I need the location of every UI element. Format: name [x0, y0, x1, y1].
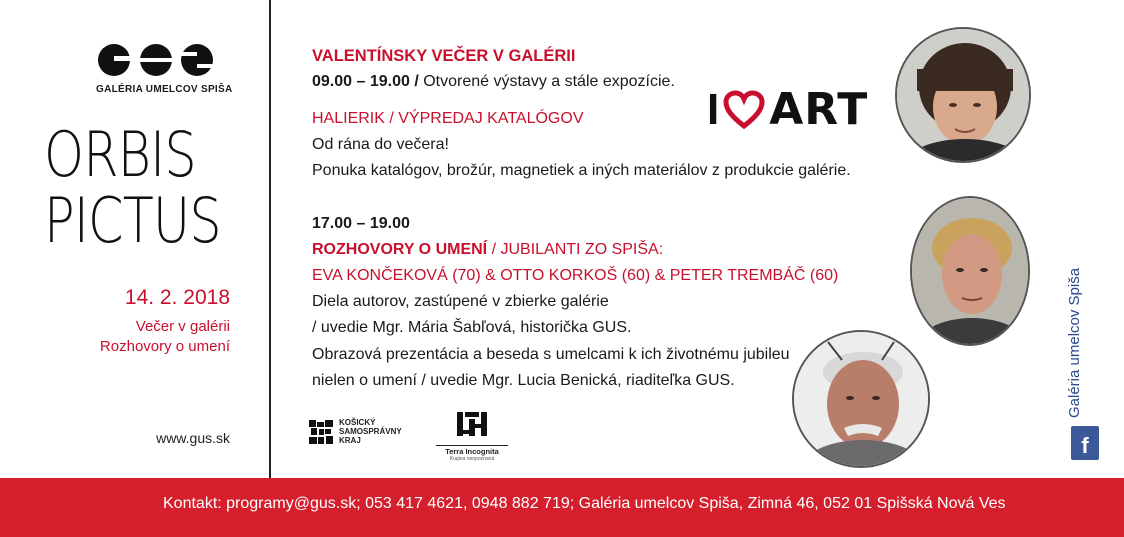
- program-time-1: 09.00 – 19.00: [312, 73, 410, 90]
- artist-photo-eva-koncekova: [895, 27, 1031, 163]
- terra-subtitle: Krajina neopoznaná: [449, 456, 495, 462]
- exhibition-title: [44, 118, 244, 257]
- title-line-2: PICTUS: [44, 184, 221, 257]
- talks-heading: ROZHOVORY O UMENÍ: [312, 241, 488, 258]
- description-line-2: / uvedie Mgr. Mária Šabľová, historička GUS.: [312, 319, 632, 336]
- halierik-heading: HALIERIK / VÝPREDAJ KATALÓGOV: [312, 110, 584, 127]
- description-line-1: Diela autorov, zastúpené v zbierke galérie: [312, 293, 609, 310]
- left-column: [0, 0, 270, 478]
- facebook-page-label[interactable]: Galéria umelcov Spiša: [1066, 267, 1083, 418]
- i-love-art-logo: [707, 84, 869, 135]
- title-line-1: ORBIS: [44, 118, 196, 191]
- footer-bar: [0, 478, 1124, 537]
- ksk-emblem-icon: [309, 420, 333, 444]
- i-love-art-i: I: [707, 85, 720, 134]
- talks-heading-line: [312, 240, 663, 260]
- terra-emblem-icon: [455, 410, 489, 438]
- program-time-1-separator: /: [409, 73, 424, 90]
- website-link[interactable]: www.gus.sk: [156, 430, 230, 446]
- halierik-line-1: Od rána do večera!: [312, 136, 449, 153]
- terra-name: Terra Incognita: [436, 445, 508, 456]
- footer-contact: Kontakt: programy@gus.sk; 053 417 4621, 0948 882 719; Galéria umelcov Spiša, Zimná 46, 052 01 Spišská Nová Ves: [163, 495, 1006, 512]
- i-love-art-word: ART: [769, 84, 869, 135]
- program-time-1-desc: Otvorené výstavy a stále expozície.: [423, 73, 675, 90]
- event-date: 14. 2. 2018: [124, 286, 230, 309]
- program-time-1-line: [312, 72, 675, 92]
- talks-subheading: / JUBILANTI ZO SPIŠA:: [487, 241, 664, 258]
- heart-icon: [723, 90, 765, 130]
- description-line-4: nielen o umení / uvedie Mgr. Lucia Benická, riaditeľka GUS.: [312, 372, 735, 389]
- gus-logo: [96, 42, 233, 95]
- gus-logo-text: GALÉRIA UMELCOV SPIŠA: [96, 84, 233, 95]
- ksk-line-2: SAMOSPRÁVNY: [339, 427, 402, 436]
- description-line-3: Obrazová prezentácia a beseda s umelcami k ich životnému jubileu: [312, 346, 790, 363]
- facebook-icon[interactable]: f: [1071, 426, 1099, 460]
- event-subtitle-2: Rozhovory o umení: [99, 338, 230, 355]
- ksk-line-1: KOŠICKÝ: [339, 418, 376, 427]
- program-heading: VALENTÍNSKY VEČER V GALÉRII: [312, 47, 576, 65]
- event-subtitle-1: Večer v galérii: [135, 318, 230, 335]
- program-time-2: 17.00 – 19.00: [312, 215, 410, 232]
- artist-photo-peter-trembac: [792, 330, 930, 468]
- halierik-line-2: Ponuka katalógov, brožúr, magnetiek a iných materiálov z produkcie galérie.: [312, 162, 851, 179]
- ksk-line-3: KRAJ: [339, 436, 361, 445]
- artists-line: EVA KONČEKOVÁ (70) & OTTO KORKOŠ (60) & PETER TREMBÁČ (60): [312, 267, 839, 284]
- gus-logo-mark: [96, 42, 216, 78]
- artist-photo-otto-korkos: [910, 196, 1030, 346]
- terra-incognita-logo: [436, 410, 508, 462]
- kosicky-kraj-logo: [309, 418, 402, 445]
- vertical-divider: [269, 0, 271, 478]
